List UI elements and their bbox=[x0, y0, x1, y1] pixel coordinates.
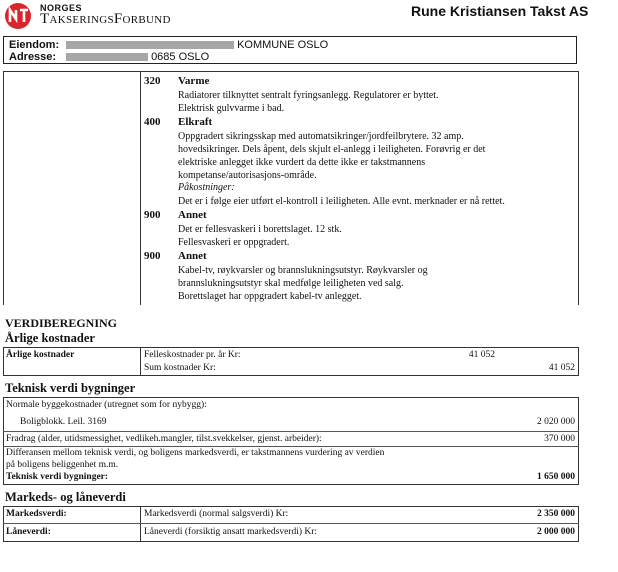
sum-label: Sum kostnader Kr: bbox=[144, 363, 216, 373]
part-line: Elektrisk gulvvarme i bad. bbox=[178, 103, 285, 114]
part-subheading: Påkostninger: bbox=[178, 182, 235, 193]
markedsverdi-desc: Markedsverdi (normal salgsverdi) Kr: bbox=[144, 509, 289, 519]
row-divider bbox=[3, 446, 579, 447]
part-heading: Elkraft bbox=[178, 116, 213, 128]
part-heading: Annet bbox=[178, 209, 207, 221]
felles-label: Felleskostnader pr. år Kr: bbox=[144, 350, 241, 360]
arlige-label: Årlige kostnader bbox=[6, 350, 75, 360]
laneverdi-label: Låneverdi: bbox=[6, 527, 51, 537]
eiendom-label: Eiendom: bbox=[9, 39, 60, 51]
adresse-value-row bbox=[66, 51, 209, 63]
arlige-kostnader-title: Årlige kostnader bbox=[5, 331, 95, 345]
org-name-line2: TakseringsForbund bbox=[40, 11, 171, 27]
teknisk-title: Teknisk verdi bygninger bbox=[5, 381, 136, 395]
laneverdi-value: 2 000 000 bbox=[537, 527, 575, 537]
laneverdi-desc: Låneverdi (forsiktig ansatt markedsverdi) Kr: bbox=[144, 527, 318, 537]
adresse-value: 0685 OSLO bbox=[151, 51, 210, 63]
part-code: 400 bbox=[144, 116, 161, 128]
markedsverdi-value: 2 350 000 bbox=[537, 509, 575, 519]
ntf-logo bbox=[3, 2, 33, 30]
redaction-bar bbox=[66, 41, 234, 49]
bolig-value: 2 020 000 bbox=[537, 417, 575, 427]
part-line: Det er i følge eier utført el-kontroll i leiligheten. Alle evnt. merknader er nå rettet. bbox=[178, 196, 505, 207]
table-divider bbox=[140, 347, 141, 376]
column-divider bbox=[140, 71, 141, 305]
teknisk-label: Teknisk verdi bygninger: bbox=[6, 472, 109, 482]
sum-value: 41 052 bbox=[548, 363, 575, 373]
fradrag-value: 370 000 bbox=[544, 434, 575, 444]
part-line: elektriske anlegget ikke vurdert da dette ikke er takstmannens bbox=[178, 157, 426, 168]
row-divider bbox=[3, 431, 579, 432]
part-line: Det er fellesvaskeri i borettslaget. 12 stk. bbox=[178, 224, 342, 235]
part-code: 900 bbox=[144, 250, 161, 262]
org-name-line1: NORGES bbox=[40, 3, 83, 13]
eiendom-value: KOMMUNE OSLO bbox=[237, 39, 329, 51]
company-name: Rune Kristiansen Takst AS bbox=[411, 3, 589, 19]
diff-line1: Differansen mellom teknisk verdi, og boligens markedsverdi, er takstmannens vurdering av verdien bbox=[6, 448, 385, 458]
marked-title: Markeds- og låneverdi bbox=[5, 490, 126, 504]
redaction-bar bbox=[66, 53, 148, 61]
markedsverdi-label: Markedsverdi: bbox=[6, 509, 67, 519]
part-line: Kabel-tv, røykvarsler og brannslukningsutstyr. Røykvarsler og bbox=[178, 265, 428, 276]
part-heading: Varme bbox=[178, 75, 210, 87]
eiendom-value-row bbox=[66, 39, 328, 51]
part-code: 900 bbox=[144, 209, 161, 221]
adresse-label: Adresse: bbox=[9, 51, 57, 63]
row-divider bbox=[3, 523, 579, 524]
part-line: hovedsikringer. Dels åpent, dels skjult el-anlegg i leiligheten. Forøvrig er det bbox=[178, 144, 486, 155]
verdiberegning-title: VERDIBEREGNING bbox=[5, 316, 118, 330]
part-line: kompetanse/autorisasjons-område. bbox=[178, 170, 317, 181]
felles-value: 41 052 bbox=[468, 350, 495, 360]
bolig-label: Boligblokk. Leil. 3169 bbox=[20, 417, 107, 427]
teknisk-value: 1 650 000 bbox=[537, 472, 575, 482]
part-line: Borettslaget har oppgradert kabel-tv anlegget. bbox=[178, 291, 362, 302]
diff-line2: på boligens beliggenhet m.m. bbox=[6, 460, 119, 470]
part-line: brannslukningsutstyr skal medfølge leiligheten ved salg. bbox=[178, 278, 404, 289]
table-divider bbox=[140, 506, 141, 542]
part-line: Oppgradert sikringsskap med automatsikringer/jordfeilbrytere. 32 amp. bbox=[178, 131, 464, 142]
part-heading: Annet bbox=[178, 250, 207, 262]
normale-label: Normale byggekostnader (utregnet som for nybygg): bbox=[6, 400, 207, 410]
fradrag-label: Fradrag (alder, utidsmessighet, vedlikeh.mangler, tilst.svekkelser, gjenst. arbeider): bbox=[6, 434, 322, 444]
part-line: Radiatorer tilknyttet sentralt fyringsanlegg. Regulatorer er byttet. bbox=[178, 90, 439, 101]
part-code: 320 bbox=[144, 75, 161, 87]
property-box bbox=[3, 36, 577, 64]
part-line: Fellesvaskeri er oppgradert. bbox=[178, 237, 290, 248]
